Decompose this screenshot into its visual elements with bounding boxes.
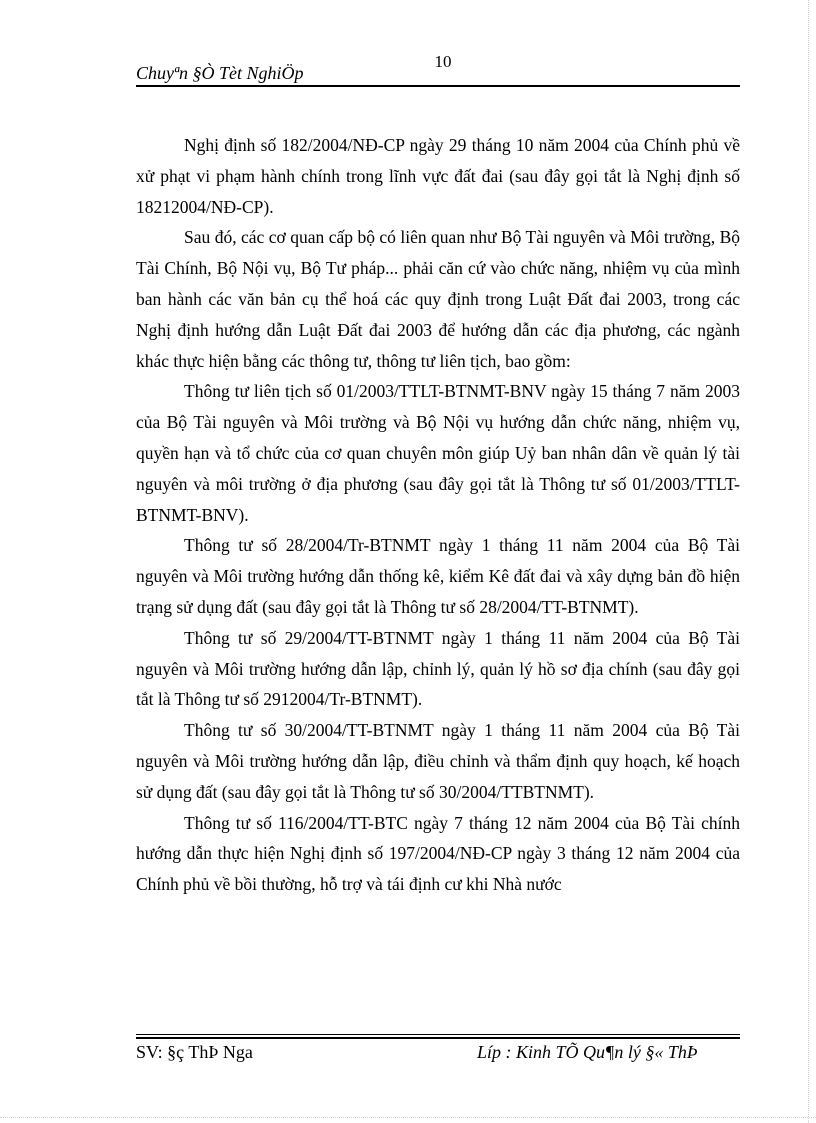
footer-divider-thick <box>136 1037 740 1039</box>
paragraph-decree-182: Nghị định số 182/2004/NĐ-CP ngày 29 tháng 10 năm 2004 của Chính phủ về xử phạt vi phạm hành chính trong lĩnh vực đất đai (sau đây gọi tắt là Nghị định số 18212004/NĐ-CP). <box>136 135 740 217</box>
footer-divider-thin <box>136 1034 740 1035</box>
footer-student: SV: §ç ThÞ Nga <box>136 1042 253 1062</box>
paragraph-circular-116: Thông tư số 116/2004/TT-BTC ngày 7 tháng 12 năm 2004 của Bộ Tài chính hướng dẫn thực hiện Nghị định số 197/2004/NĐ-CP ngày 3 tháng 12 năm 2004 của Chính phủ về bồi thường, hỗ trợ và tái định cư khi Nhà nước <box>136 812 740 895</box>
paragraph-ministries: Sau đó, các cơ quan cấp bộ có liên quan như Bộ Tài nguyên và Môi trường, Bộ Tài Chính, Bộ Nội vụ, Bộ Tư pháp... phải căn cứ vào chức năng, nhiệm vụ của mình ban hành các văn bản cụ thể hoá các quy định trong Luật Đất đai 2003, trong các Nghị định hướng dẫn Luật Đất đai 2003 để hướng dẫn các địa phương, các ngành khác thực hiện bằng các thông tư, thông tư liên tịch, bao gồm: <box>136 227 740 371</box>
page-edge-bottom <box>0 1117 816 1118</box>
footer-class: Líp : Kinh TÕ Qu¶n lý §« ThÞ <box>477 1042 698 1062</box>
paragraph-circular-29: Thông tư số 29/2004/TT-BTNMT ngày 1 tháng 11 năm 2004 của Bộ Tài nguyên và Môi trường hướng dẫn lập, chỉnh lý, quản lý hồ sơ địa chính (sau đây gọi tắt là Thông tư số 2912004/Tr-BTNMT). <box>136 627 740 710</box>
header-title: Chuyªn §Ò Tèt NghiÖp <box>136 63 304 83</box>
document-body <box>136 130 740 900</box>
paragraph-circular-28: Thông tư số 28/2004/Tr-BTNMT ngày 1 tháng 11 năm 2004 của Bộ Tài nguyên và Môi trường hướng dẫn thống kê, kiểm Kê đất đai và xây dựng bản đồ hiện trạng sử dụng đất (sau đây gọi tắt là Thông tư số 28/2004/TT-BTNMT). <box>136 535 740 617</box>
paragraph-circular-30: Thông tư số 30/2004/TT-BTNMT ngày 1 tháng 11 năm 2004 của Bộ Tài nguyên và Môi trường hướng dẫn lập, điều chỉnh và thẩm định quy hoạch, kế hoạch sử dụng đất (sau đây gọi tắt là Thông tư số 30/2004/TTBTNMT). <box>136 720 740 802</box>
paragraph-circular-01: Thông tư liên tịch số 01/2003/TTLT-BTNMT-BNV ngày 15 tháng 7 năm 2003 của Bộ Tài nguyên và Môi trường và Bộ Nội vụ hướng dẫn chức năng, nhiệm vụ, quyền hạn và tổ chức của cơ quan chuyên môn giúp Uỷ ban nhân dân về quản lý tài nguyên và môi trường ở địa phương (sau đây gọi tắt là Thông tư số 01/2003/TTLT-BTNMT-BNV). <box>136 381 740 525</box>
header-divider <box>136 85 740 87</box>
page-edge-right <box>808 0 809 1123</box>
page-number: 10 <box>434 52 452 71</box>
